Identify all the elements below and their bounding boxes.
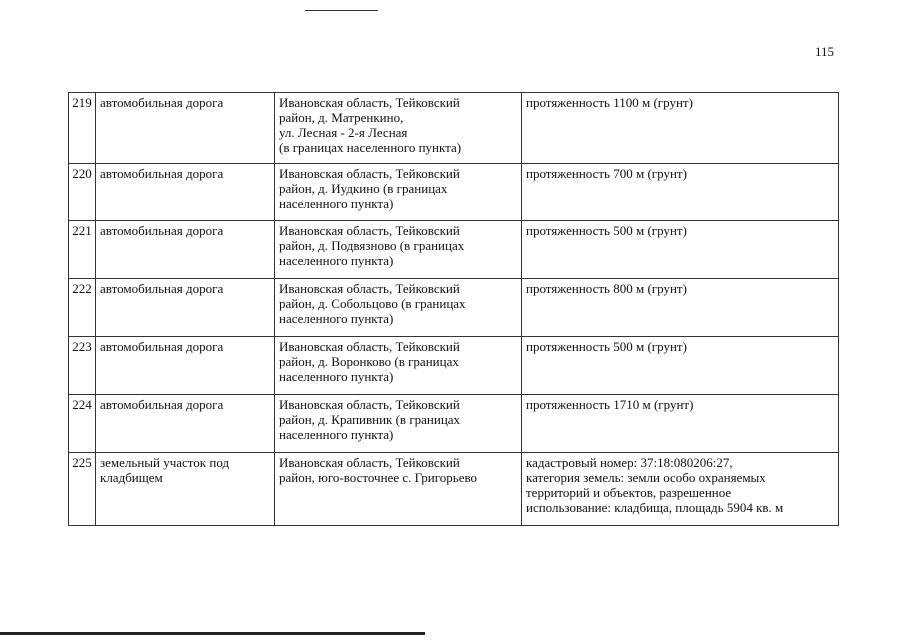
object-description: протяженность 1710 м (грунт) bbox=[522, 395, 839, 453]
bottom-rule bbox=[0, 632, 425, 635]
object-description: протяженность 1100 м (грунт) bbox=[522, 93, 839, 164]
object-address: Ивановская область, Тейковский район, юго-восточнее с. Григорьево bbox=[275, 453, 522, 526]
object-description: протяженность 500 м (грунт) bbox=[522, 221, 839, 279]
page-number: 115 bbox=[815, 44, 835, 59]
row-number: 224 bbox=[69, 395, 96, 453]
object-name: автомобильная дорога bbox=[96, 221, 275, 279]
row-number: 223 bbox=[69, 337, 96, 395]
top-rule bbox=[305, 10, 378, 11]
object-description: кадастровый номер: 37:18:080206:27, категория земель: земли особо охраняемых территорий и объектов, разрешенное использование: кладбища, площадь 5904 кв. м bbox=[522, 453, 839, 526]
object-address: Ивановская область, Тейковский район, д. Воронково (в границах населенного пункта) bbox=[275, 337, 522, 395]
object-description: протяженность 700 м (грунт) bbox=[522, 164, 839, 221]
object-description: протяженность 800 м (грунт) bbox=[522, 279, 839, 337]
object-name: автомобильная дорога bbox=[96, 279, 275, 337]
table-row bbox=[69, 453, 839, 526]
object-name: земельный участок под кладбищем bbox=[96, 453, 275, 526]
table-row bbox=[69, 279, 839, 337]
row-number: 220 bbox=[69, 164, 96, 221]
object-address: Ивановская область, Тейковский район, д. Матренкино, ул. Лесная - 2-я Лесная (в границах населенного пункта) bbox=[275, 93, 522, 164]
row-number: 219 bbox=[69, 93, 96, 164]
object-name: автомобильная дорога bbox=[96, 337, 275, 395]
property-table bbox=[68, 92, 839, 526]
object-address: Ивановская область, Тейковский район, д. Собольцово (в границах населенного пункта) bbox=[275, 279, 522, 337]
table-row bbox=[69, 93, 839, 164]
row-number: 222 bbox=[69, 279, 96, 337]
object-address: Ивановская область, Тейковский район, д. Крапивник (в границах населенного пункта) bbox=[275, 395, 522, 453]
object-address: Ивановская область, Тейковский район, д. Иудкино (в границах населенного пункта) bbox=[275, 164, 522, 221]
object-address: Ивановская область, Тейковский район, д. Подвязново (в границах населенного пункта) bbox=[275, 221, 522, 279]
table-row bbox=[69, 221, 839, 279]
object-name: автомобильная дорога bbox=[96, 164, 275, 221]
table-row bbox=[69, 337, 839, 395]
object-description: протяженность 500 м (грунт) bbox=[522, 337, 839, 395]
table-row bbox=[69, 395, 839, 453]
object-name: автомобильная дорога bbox=[96, 93, 275, 164]
row-number: 225 bbox=[69, 453, 96, 526]
object-name: автомобильная дорога bbox=[96, 395, 275, 453]
row-number: 221 bbox=[69, 221, 96, 279]
table-row bbox=[69, 164, 839, 221]
